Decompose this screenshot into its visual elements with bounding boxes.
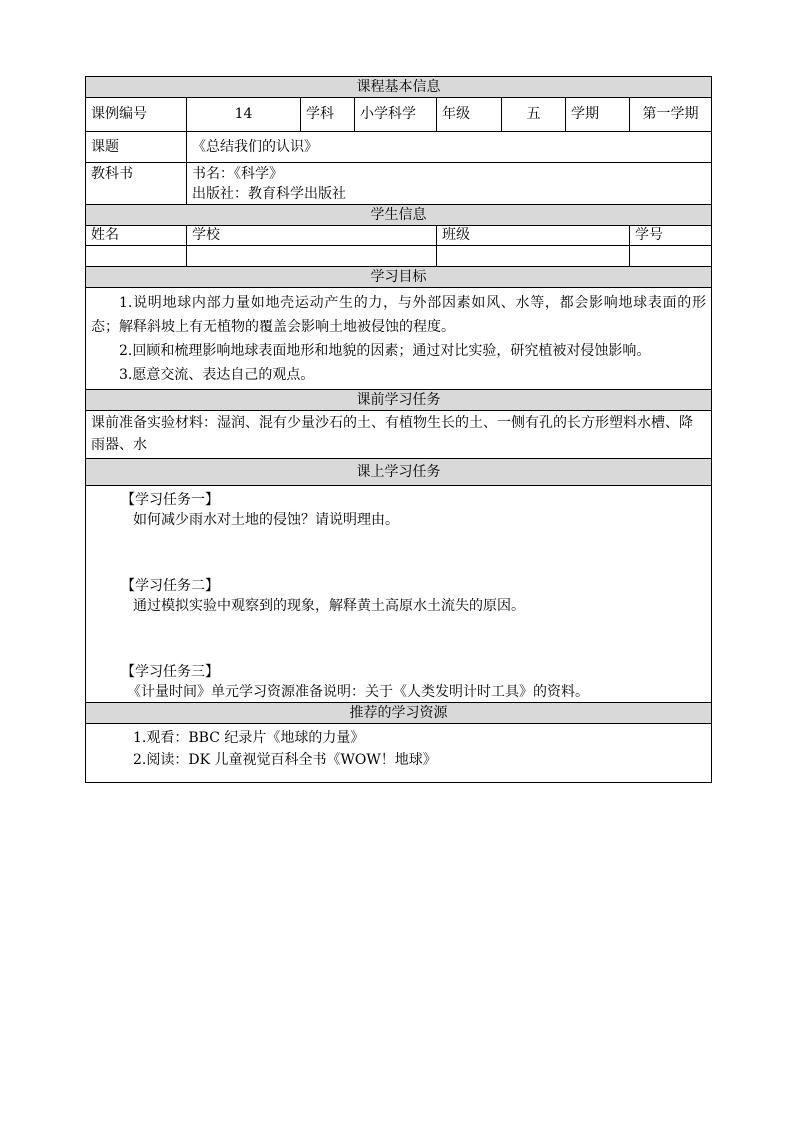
name-field[interactable] — [86, 246, 187, 267]
pre-tasks-content: 课前准备实验材料：湿润、混有少量沙石的土、有植物生长的土、一侧有孔的长方形塑料水槽、降雨器、水 — [86, 411, 712, 459]
student-id-field[interactable] — [630, 246, 712, 267]
class-field[interactable] — [437, 246, 630, 267]
section-resources: 推荐的学习资源 — [86, 703, 712, 724]
task-heading: 【学习任务三】 — [121, 664, 219, 680]
course-info-table — [85, 76, 712, 783]
goals-content — [86, 288, 712, 390]
publisher: 出版社：教育科学出版社 — [192, 186, 346, 202]
resource-item: 2.阅读：DK 儿童视觉百科全书《WOW！地球》 — [133, 752, 437, 768]
task-heading: 【学习任务二】 — [121, 578, 219, 594]
school-field[interactable] — [187, 246, 437, 267]
subject-label: 学科 — [301, 98, 355, 132]
task-body: 《计量时间》单元学习资源准备说明：关于《人类发明计时工具》的资料。 — [127, 684, 589, 700]
resource-item: 1.观看：BBC 纪录片《地球的力量》 — [133, 730, 365, 746]
goal-item: 2.回顾和梳理影响地球表面地形和地貌的因素；通过对比实验，研究植被对侵蚀影响。 — [119, 343, 651, 359]
section-pre-tasks: 课前学习任务 — [86, 390, 712, 411]
class-tasks-content — [86, 486, 712, 703]
grade-label: 年级 — [437, 98, 502, 132]
task-heading: 【学习任务一】 — [121, 492, 219, 508]
section-goals: 学习目标 — [86, 267, 712, 288]
textbook-info — [187, 163, 712, 205]
goal-item: 3.愿意交流、表达自己的观点。 — [119, 367, 315, 383]
term-value: 第一学期 — [630, 98, 712, 132]
section-student-info: 学生信息 — [86, 205, 712, 226]
textbook-label: 教科书 — [86, 163, 187, 205]
section-basic-info: 课程基本信息 — [86, 77, 712, 98]
lesson-no-value: 14 — [187, 98, 301, 132]
task-body: 如何减少雨水对土地的侵蚀？请说明理由。 — [133, 512, 399, 528]
section-class-tasks: 课上学习任务 — [86, 459, 712, 486]
task-body: 通过模拟实验中观察到的现象，解释黄土高原水土流失的原因。 — [133, 598, 525, 614]
course-form — [85, 76, 711, 783]
subject-value: 小学科学 — [355, 98, 437, 132]
resources-content — [86, 724, 712, 783]
book-name: 书名：《科学》 — [192, 166, 283, 182]
school-label: 学校 — [187, 226, 437, 246]
name-label: 姓名 — [86, 226, 187, 246]
lesson-no-label: 课例编号 — [86, 98, 187, 132]
student-id-label: 学号 — [630, 226, 712, 246]
goal-item: 1.说明地球内部力量如地壳运动产生的力，与外部因素如风、水等，都会影响地球表面的形态；解释斜坡上有无植物的覆盖会影响土地被侵蚀的程度。 — [91, 295, 706, 335]
class-label: 班级 — [437, 226, 630, 246]
topic-label: 课题 — [86, 132, 187, 163]
topic-value: 《总结我们的认识》 — [187, 132, 712, 163]
term-label: 学期 — [566, 98, 630, 132]
grade-value: 五 — [502, 98, 566, 132]
